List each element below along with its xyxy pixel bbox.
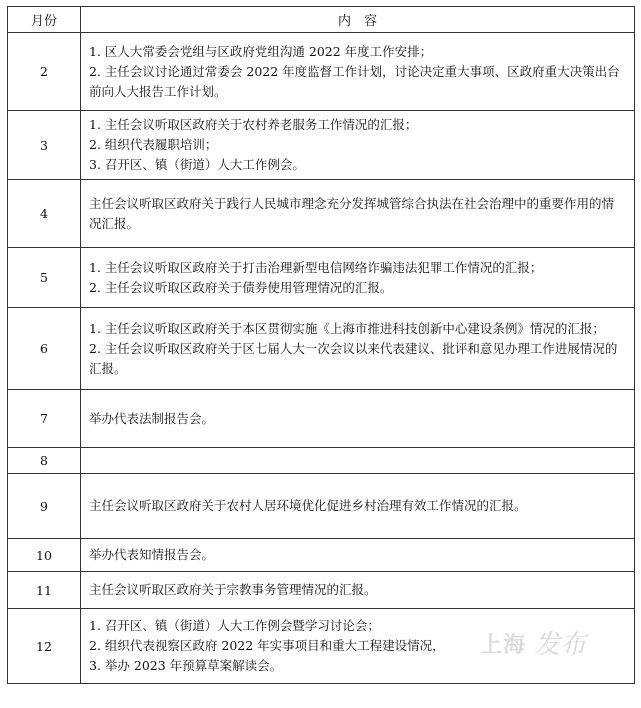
table-row bbox=[8, 448, 635, 474]
content-line: 举办代表知情报告会。 bbox=[89, 547, 215, 562]
table-header bbox=[8, 7, 635, 33]
content-line: 主任会议听取区政府关于宗教事务管理情况的汇报。 bbox=[89, 582, 377, 597]
month-cell: 2 bbox=[8, 33, 81, 111]
content-line: 主任会议听取区政府关于践行人民城市理念充分发挥城管综合执法在社会治理中的重要作用的情况汇报。 bbox=[89, 195, 615, 231]
table-row bbox=[8, 111, 635, 180]
content-cell bbox=[81, 448, 635, 474]
watermark-text: 上海 bbox=[480, 633, 527, 658]
table-row bbox=[8, 248, 635, 308]
content-line: 1. 主任会议听取区政府关于农村养老服务工作情况的汇报； bbox=[89, 117, 418, 132]
month-cell: 5 bbox=[8, 248, 81, 308]
content-line: 2. 主任会议听取区政府关于债券使用管理情况的汇报。 bbox=[89, 279, 393, 295]
month-cell: 4 bbox=[8, 180, 81, 248]
table-row bbox=[8, 539, 635, 572]
watermark-script: 发布 bbox=[534, 630, 587, 660]
content-line: 1. 主任会议听取区政府关于本区贯彻实施《上海市推进科技创新中心建设条例》情况的汇报； bbox=[89, 320, 605, 336]
content-cell bbox=[81, 474, 635, 539]
content-cell bbox=[81, 572, 635, 609]
content-line: 1. 区人大常委会党组与区政府党组沟通 2022 年度工作安排； bbox=[89, 43, 433, 59]
table-row bbox=[8, 572, 635, 609]
content-cell bbox=[81, 180, 635, 248]
content-line: 2. 主任会议讨论通过常委会 2022 年度监督工作计划，讨论决定重大事项、区政府重大决策出台前向人大报告工作计划。 bbox=[89, 63, 620, 99]
month-cell: 10 bbox=[8, 539, 81, 572]
schedule-table bbox=[7, 6, 635, 684]
content-line: 2. 主任会议听取区政府关于区七届人大一次会议以来代表建议、批评和意见办理工作进展情况的汇报。 bbox=[89, 340, 618, 376]
table-row bbox=[8, 33, 635, 111]
content-cell bbox=[81, 33, 635, 111]
content-line: 3. 举办 2023 年预算草案解读会。 bbox=[89, 658, 283, 673]
content-cell bbox=[81, 308, 635, 390]
table-row bbox=[8, 308, 635, 390]
month-cell: 12 bbox=[8, 609, 81, 684]
table-row bbox=[8, 474, 635, 539]
content-cell bbox=[81, 111, 635, 180]
content-cell bbox=[81, 248, 635, 308]
month-cell: 9 bbox=[8, 474, 81, 539]
table-row bbox=[8, 180, 635, 248]
content-line: 3. 召开区、镇（街道）人大工作例会。 bbox=[89, 157, 305, 172]
content-cell bbox=[81, 390, 635, 448]
month-cell: 3 bbox=[8, 111, 81, 180]
table-row bbox=[8, 390, 635, 448]
content-line: 举办代表法制报告会。 bbox=[89, 410, 215, 426]
month-cell: 8 bbox=[8, 448, 81, 474]
month-cell: 11 bbox=[8, 572, 81, 609]
content-line: 2. 组织代表视察区政府 2022 年实事项目和重大工程建设情况， bbox=[89, 638, 445, 653]
content-line: 主任会议听取区政府关于农村人居环境优化促进乡村治理有效工作情况的汇报。 bbox=[89, 498, 527, 513]
month-cell: 7 bbox=[8, 390, 81, 448]
month-header: 月份 bbox=[8, 7, 81, 33]
content-line: 1. 召开区、镇（街道）人大工作例会暨学习讨论会； bbox=[89, 618, 380, 633]
content-line: 1. 主任会议听取区政府关于打击治理新型电信网络诈骗违法犯罪工作情况的汇报； bbox=[89, 259, 543, 275]
content-cell bbox=[81, 539, 635, 572]
month-cell: 6 bbox=[8, 308, 81, 390]
content-header: 内 容 bbox=[81, 7, 635, 33]
content-line: 2. 组织代表履职培训； bbox=[89, 137, 218, 152]
